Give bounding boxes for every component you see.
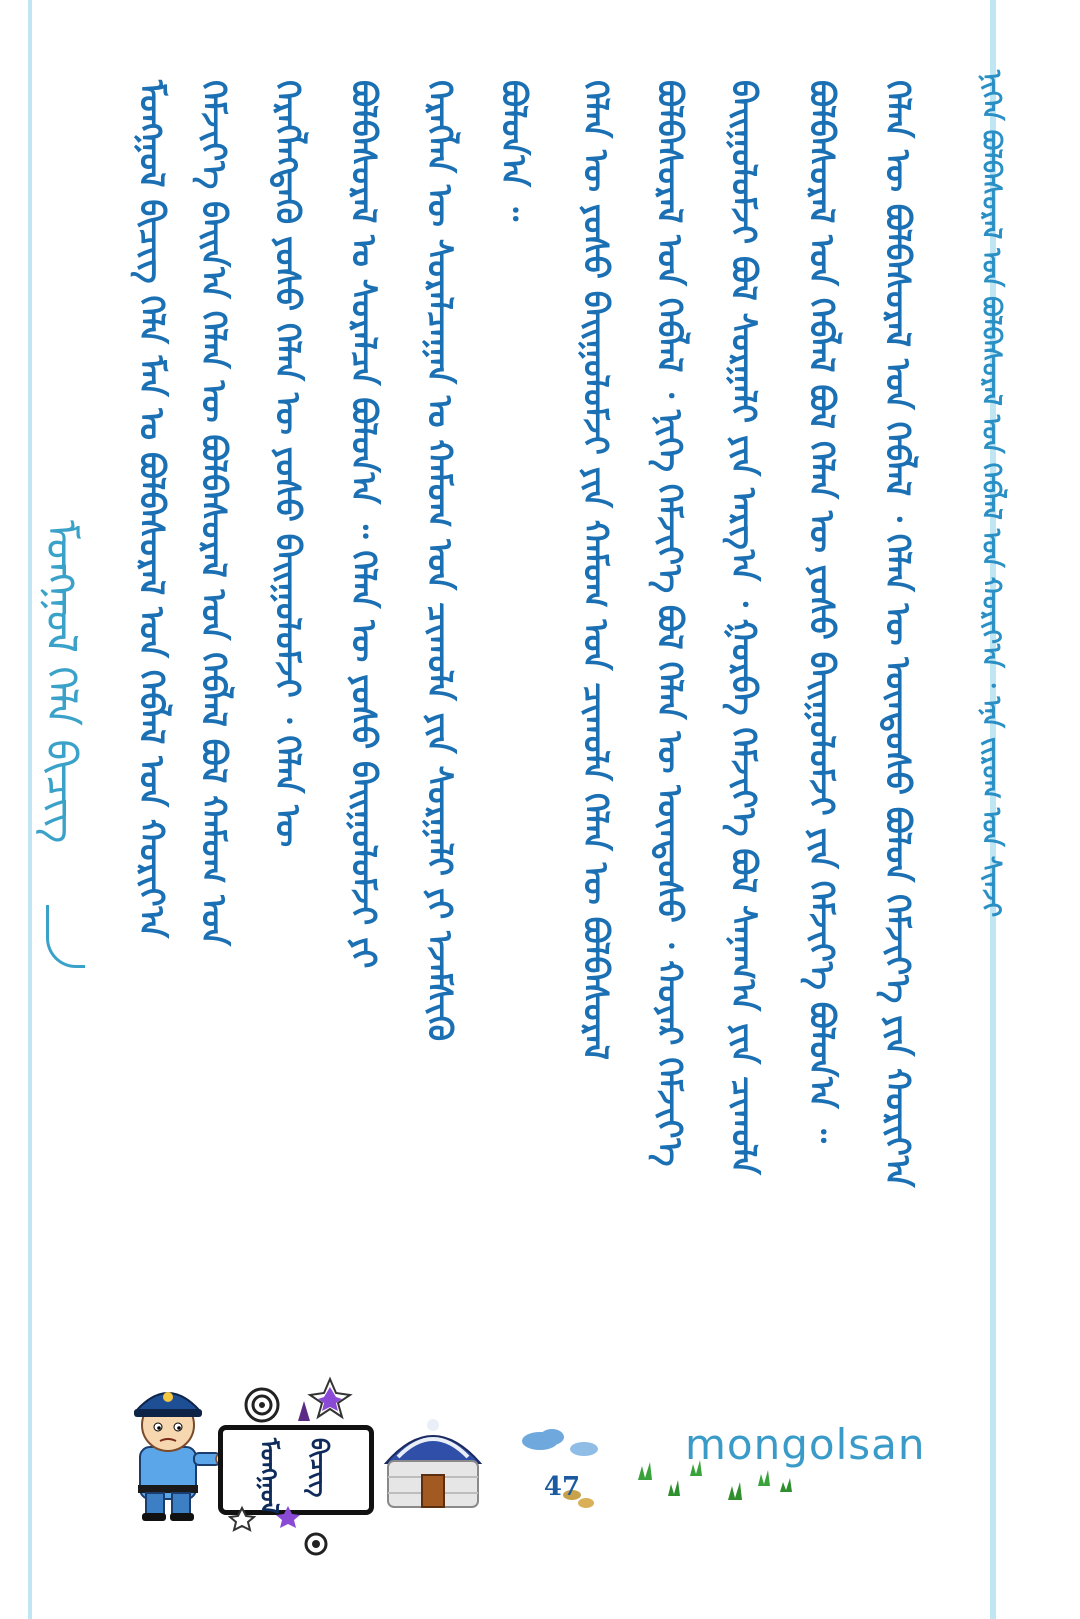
body-column-5: ᠬᠡᠷᠡᠭᠯᠡᠨ ᠦ ᠰᠤᠷᠠᠯᠴᠠᠭᠠᠨ ᠤ ᠬᠠᠮᠤᠭ ᠤᠨ ᠴᠢᠬᠤᠯᠠ ᠶᠢᠨ ᠰᠤᠷᠭᠠᠯᠢ ᠶᠢ ᠡᠵᠡᠮᠰᠢᠬᠦ bbox=[419, 80, 459, 1042]
page-number: 47 bbox=[543, 1472, 581, 1502]
decorative-stars-bottom bbox=[228, 1500, 328, 1560]
body-column-9: ᠪᠠᠢᠭᠤᠯᠤᠮᠵᠢ ᠪᠣᠯ ᠰᠤᠷᠭᠠᠯᠢ ᠶᠢᠨ ᠠᠷᠭ᠎ᠠ ᠂ ᠭᠤᠷᠪᠠ ᠬᠡᠮᠵᠢᠶ᠎ᠡ ᠪᠣᠯ ᠰᠠᠨᠠᠭ᠎ᠠ ᠶᠢᠨ ᠴᠢᠬᠤᠯᠠ bbox=[723, 80, 763, 1175]
sign-line-2: ᠪᠢᠴᠢᠭ bbox=[305, 1438, 333, 1498]
yurt-illustration bbox=[378, 1405, 488, 1515]
body-column-11: ᠬᠡᠯᠡᠨ ᠦ ᠪᠣᠯᠪᠠᠰᠤᠷᠠᠯ ᠤᠨ ᠬᠡᠪᠯᠡᠯ ᠂ ᠬᠡᠯᠡᠨ ᠦ ᠦᠨᠳᠦᠰᠦ ᠪᠣᠯᠤᠨ ᠬᠡᠮᠵᠢᠶ᠎ᠡ ᠶᠢᠨ ᠬᠣᠷᠢᠶ᠎ᠠ bbox=[877, 80, 917, 1188]
brand-logo-text: mongolsan bbox=[685, 1420, 926, 1469]
policeman-illustration bbox=[118, 1375, 228, 1525]
body-column-1: ᠮᠣᠩᠭᠣᠯ ᠪᠢᠴᠢᠭ᠌ ᠬᠡᠯᠡ ᠮᠠᠨ ᠤ ᠪᠣᠯᠪᠠᠰᠤᠷᠠᠯ ᠤᠨ ᠬᠡᠪᠯᠡᠯ ᠤᠨ ᠬᠣᠷᠢᠶ᠎ᠠ bbox=[131, 80, 171, 939]
body-column-4: ᠪᠣᠯᠪᠠᠰᠤᠷᠠᠯ ᠤ ᠰᠤᠷᠠᠯᠴᠠ ᠪᠣᠯᠤᠨ᠎ᠠ ᠃ ᠬᠡᠯᠡᠨ ᠦ ᠶᠣᠰᠣ ᠪᠠᠢᠭᠤᠯᠤᠮᠵᠢ ᠶᠢ bbox=[343, 80, 383, 969]
body-column-3: ᠬᠡᠷᠡᠭᠯᠡᠭᠳᠡᠬᠦ ᠶᠣᠰᠣ ᠬᠡᠯᠡᠨ ᠦ ᠶᠣᠰᠣ ᠪᠠᠢᠭᠤᠯᠤᠮᠵᠢ ᠂ ᠬᠡᠯᠡᠨ ᠦ bbox=[267, 80, 307, 848]
body-column-10: ᠪᠣᠯᠪᠠᠰᠤᠷᠠᠯ ᠤᠨ ᠬᠡᠪᠯᠡᠯ ᠪᠣᠯ ᠬᠡᠯᠡᠨ ᠦ ᠶᠣᠰᠣ ᠪᠠᠢᠭᠤᠯᠤᠮᠵᠢ ᠶᠢᠨ ᠬᠡᠮᠵᠢᠶ᠎ᠡ ᠪᠣᠯᠤᠨ᠎ᠠ ᠃ bbox=[801, 80, 841, 1143]
running-head-ornament bbox=[46, 905, 85, 968]
body-column-2: ᠬᠡᠮᠵᠢᠶ᠎ᠡ ᠪᠠᠢᠨ᠎ᠠ ᠬᠡᠯᠡᠨ ᠦ ᠪᠣᠯᠪᠠᠰᠤᠷᠠᠯ ᠤᠨ ᠬᠡᠪᠯᠡᠯ ᠪᠣᠯ ᠬᠠᠮᠤᠭ ᠤᠨ bbox=[193, 80, 233, 946]
sign-line-1: ᠮᠣᠩᠭᠣᠯ bbox=[255, 1438, 283, 1514]
decorative-spirals bbox=[238, 1375, 388, 1435]
running-head: ᠮᠣᠩᠭᠣᠯ ᠬᠡᠯᠡ ᠪᠢᠴᠢᠭ bbox=[37, 520, 86, 844]
body-column-7: ᠬᠡᠯᠡᠨ ᠦ ᠶᠣᠰᠣ ᠪᠠᠢᠭᠤᠯᠤᠮᠵᠢ ᠶᠢᠨ ᠬᠠᠮᠤᠭ ᠤᠨ ᠴᠢᠬᠤᠯᠠ ᠬᠡᠯᠡᠨ ᠦ ᠪᠣᠯᠪᠠᠰᠤᠷᠠᠯ bbox=[575, 80, 615, 1060]
body-column-6: ᠪᠣᠯᠤᠨ᠎ᠠ ᠃ bbox=[493, 80, 533, 222]
footer-text: ᠨᠢᠭᠡᠨ ᠪᠣᠯᠪᠠᠰᠤᠷᠠᠯ ᠤᠨ ᠪᠣᠯᠪᠠᠰᠤᠷᠠᠯ ᠤᠨ ᠬᠡᠪᠯᠡᠯ ᠤᠨ ᠬᠣᠷᠢᠶ᠎ᠠ ᠂ ᠡᠨᠡ ᠵᠢᠷᠤᠭ ᠤᠨ ᠰᠢᠨᠵᠢ bbox=[976, 70, 1006, 918]
body-column-8: ᠪᠣᠯᠪᠠᠰᠤᠷᠠᠯ ᠤᠨ ᠬᠡᠪᠯᠡᠯ ᠂ ᠨᠢᠭᠡ ᠬᠡᠮᠵᠢᠶ᠎ᠡ ᠪᠣᠯ ᠬᠡᠯᠡᠨ ᠦ ᠦᠨᠳᠦᠰᠦ ᠂ ᠬᠣᠶᠠᠷ ᠬᠡᠮᠵᠢᠶ᠎ᠡ bbox=[649, 80, 689, 1167]
frame-left-line bbox=[28, 0, 32, 1619]
